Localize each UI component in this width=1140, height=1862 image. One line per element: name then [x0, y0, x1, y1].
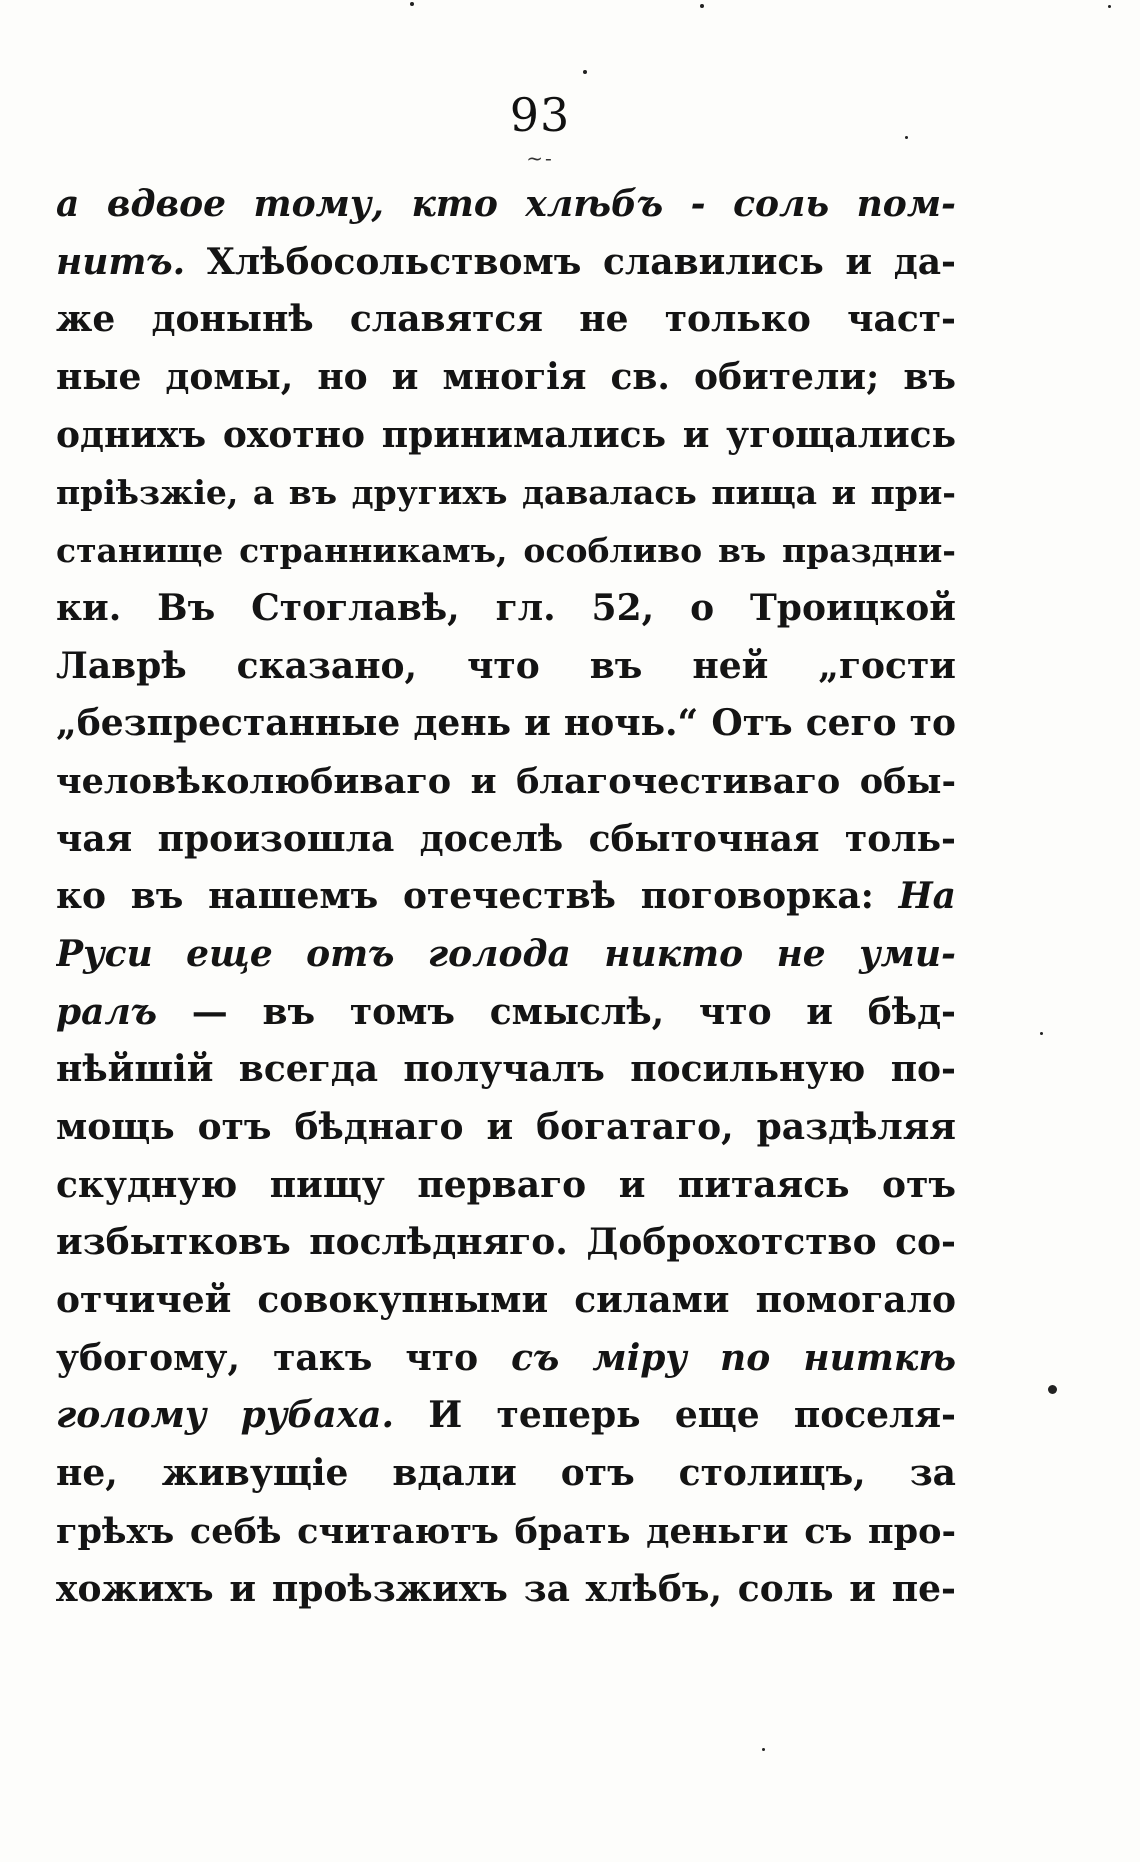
text-run: однихъ охотно принимались и угощались — [56, 413, 956, 456]
text-run: убогому, такъ что — [56, 1336, 512, 1379]
text-line — [56, 522, 956, 580]
scan-speck — [762, 1748, 765, 1751]
text-run: грѣхъ себѣ считаютъ брать деньги съ про- — [56, 1510, 956, 1552]
page-number-ornament: ~- — [526, 146, 554, 170]
body-text — [56, 176, 956, 1618]
text-run: не, живущіе вдали отъ столицъ, за — [56, 1452, 956, 1495]
text-run: ко въ нашемъ отечествѣ поговорка: — [56, 875, 899, 918]
text-line — [56, 1503, 956, 1561]
text-run: Хлѣбосольствомъ славились и да- — [185, 240, 956, 283]
text-run: избытковъ послѣдняго. Доброхотство со- — [56, 1221, 956, 1264]
text-run: — въ томъ смыслѣ, что и бѣд- — [157, 990, 956, 1033]
text-line — [56, 1561, 956, 1619]
text-run: нѣйшій всегда получалъ посильную по- — [56, 1048, 956, 1091]
text-run: ки. Въ Стоглавѣ, гл. 52, о Троицкой — [56, 586, 956, 629]
scan-speck — [410, 2, 414, 6]
text-line — [56, 291, 956, 349]
text-line — [56, 1445, 956, 1503]
text-run: ные домы, но и многія св. обители; въ — [56, 356, 956, 399]
text-line — [56, 1330, 956, 1388]
italic-text-run: ралъ — [56, 990, 158, 1033]
italic-text-run: а вдвое тому, кто хлѣбъ - соль пом- — [56, 183, 956, 225]
text-line — [56, 1387, 956, 1445]
scan-speck — [583, 70, 587, 74]
scan-speck — [1108, 5, 1111, 8]
text-line — [56, 464, 956, 522]
text-run: отчичей совокупными силами помогало — [56, 1279, 956, 1322]
italic-text-run: голому рубаха. — [56, 1394, 394, 1437]
text-line — [56, 349, 956, 407]
text-line — [56, 926, 956, 984]
text-run: мощь отъ бѣднаго и богатаго, раздѣляя — [56, 1106, 956, 1148]
text-run: „безпрестанные день и ночь.“ Отъ сего то — [56, 702, 956, 745]
text-line — [56, 868, 956, 926]
italic-text-run: На — [898, 875, 956, 918]
page-number: 93 — [509, 88, 571, 142]
text-run: человѣколюбиваго и благочестиваго обы- — [56, 760, 956, 802]
text-run: же донынѣ славятся не только част- — [56, 298, 956, 341]
text-line — [56, 580, 956, 638]
text-run: пріѣзжіе, а въ другихъ давалась пища и при- — [56, 473, 956, 513]
text-run: скудную пищу перваго и питаясь отъ — [56, 1163, 956, 1206]
text-run: чая произошла доселѣ сбыточная толь- — [56, 817, 956, 860]
text-line — [56, 984, 956, 1042]
text-line — [56, 811, 956, 869]
scan-speck — [905, 136, 908, 139]
text-line — [56, 1041, 956, 1099]
scan-speck — [1040, 1032, 1043, 1035]
text-line — [56, 695, 956, 753]
italic-text-run: нитъ. — [56, 240, 186, 283]
scan-speck — [700, 4, 704, 8]
text-line — [56, 1157, 956, 1215]
text-run: станище странникамъ, особливо въ праздни- — [56, 531, 956, 571]
text-line — [56, 1214, 956, 1272]
text-line — [56, 638, 956, 696]
text-line — [56, 1099, 956, 1157]
text-run: хожихъ и проѣзжихъ за хлѣбъ, соль и пе- — [56, 1567, 956, 1610]
text-run: И теперь еще поселя- — [394, 1394, 956, 1437]
text-line — [56, 753, 956, 811]
text-run: Лаврѣ сказано, что въ ней „гости — [56, 644, 956, 687]
italic-text-run: съ міру по ниткѣ — [511, 1336, 956, 1379]
italic-text-run: Руси еще отъ голода никто не уми- — [56, 932, 956, 975]
scan-speck — [1048, 1385, 1057, 1394]
text-line — [56, 234, 956, 292]
text-line — [56, 1272, 956, 1330]
text-line — [56, 407, 956, 465]
text-line — [56, 176, 956, 234]
